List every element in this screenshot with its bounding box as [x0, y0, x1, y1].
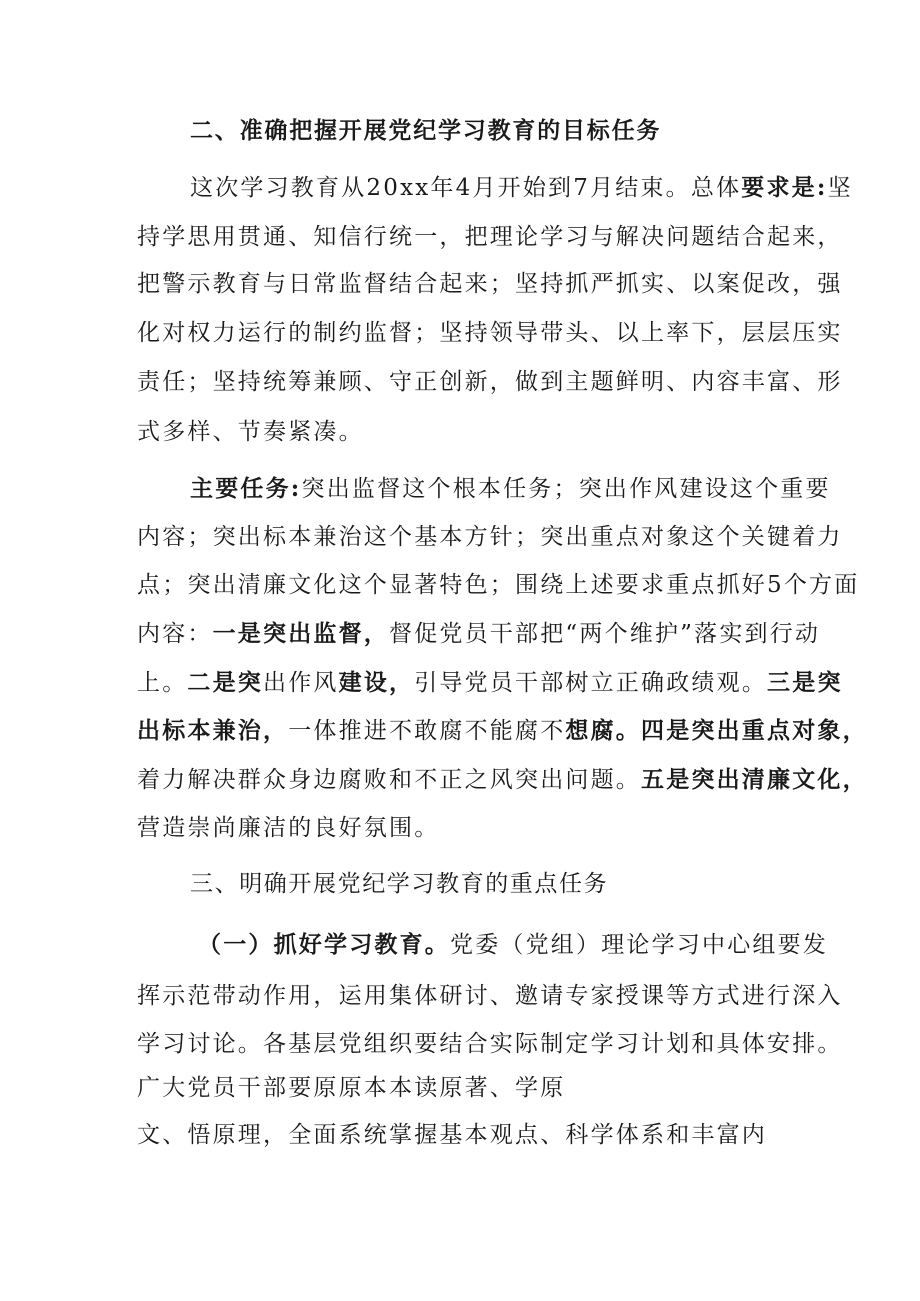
paragraph-line: （一）抓好学习教育。党委（党组）理论学习中心组要发	[198, 931, 828, 958]
section-2-heading: 二、准确把握开展党纪学习教育的目标任务	[190, 117, 662, 144]
paragraph-line: 点；突出清廉文化这个显著特色；围绕上述要求重点抓好5个方面	[137, 572, 860, 598]
paragraph-line: 文、悟原理，全面系统掌握基本观点、科学体系和丰富内	[137, 1122, 767, 1148]
paragraph-line: 营造崇尚廉洁的良好氛围。	[137, 815, 440, 841]
paragraph-line: 挥示范带动作用，运用集体研讨、邀请专家授课等方式进行深入	[137, 983, 843, 1009]
paragraph-line: 主要任务:突出监督这个根本任务；突出作风建设这个重要	[190, 475, 831, 502]
paragraph-line: 着力解决群众身边腐败和不正之风突出问题。五是突出清廉文化，	[137, 766, 868, 793]
paragraph-line: 责任；坚持统筹兼顾、守正创新，做到主题鲜明、内容丰富、形	[137, 369, 843, 395]
section-3-heading: 三、明确开展党纪学习教育的重点任务	[190, 871, 609, 897]
paragraph-line: 内容：一是突出监督，督促党员干部把“两个维护”落实到行动	[137, 620, 821, 647]
paragraph-line: 持学思用贯通、知信行统一，把理论学习与解决问题结合起来，	[137, 224, 843, 250]
paragraph-line: 出标本兼治，一体推进不敢腐不能腐不想腐。四是突出重点对象，	[137, 717, 868, 744]
paragraph-line: 上。二是突出作风建设，引导党员干部树立正确政绩观。三是突	[137, 669, 843, 696]
paragraph-line: 把警示教育与日常监督结合起来；坚持抓严抓实、以案促改，强	[137, 271, 843, 297]
paragraph-line: 学习讨论。各基层党组织要结合实际制定学习计划和具体安排。	[137, 1031, 843, 1057]
paragraph-line: 广大党员干部要原原本本读原著、学原	[137, 1075, 566, 1101]
paragraph-line: 这次学习教育从20xx年4月开始到7月结束。总体要求是:坚	[190, 174, 853, 201]
paragraph-line: 式多样、节奏紧凑。	[137, 419, 364, 445]
paragraph-line: 化对权力运行的制约监督；坚持领导带头、以上率下，层层压实	[137, 320, 843, 346]
paragraph-line: 内容；突出标本兼治这个基本方针；突出重点对象这个关键着力	[137, 524, 843, 550]
